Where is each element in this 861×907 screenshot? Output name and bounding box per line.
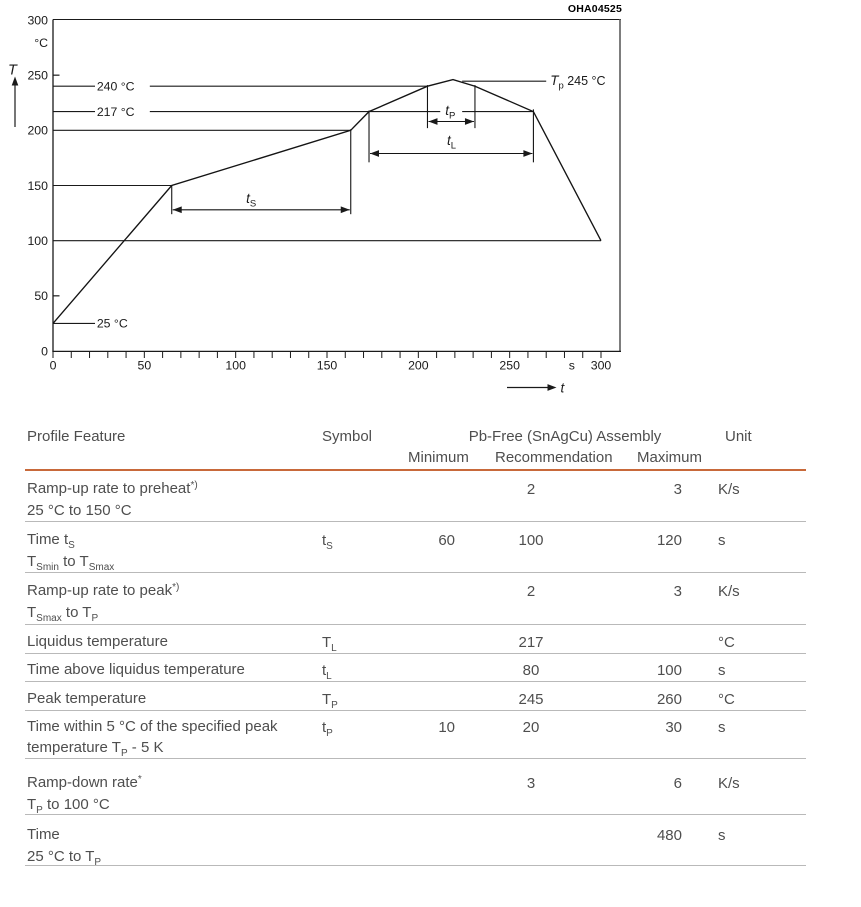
- cell-symbol: $T_L$: [322, 634, 337, 654]
- y-tick-label: 300: [27, 13, 48, 28]
- cell-unit: s: [718, 662, 726, 679]
- feature-line: Liquidus temperature: [27, 633, 168, 650]
- profile-line: [53, 80, 601, 324]
- span-arrowhead-icon: [523, 150, 532, 157]
- subscript: S: [68, 540, 75, 551]
- cell-maximum: 30: [665, 719, 682, 736]
- col-header-symbol: Symbol: [322, 428, 373, 445]
- cell-symbol: $T_P$: [322, 691, 338, 711]
- col-header-assembly: Pb-Free (SnAgCu) Assembly: [468, 428, 662, 445]
- cell-recommendation: 2: [526, 583, 536, 600]
- figure-id: OHA04525: [567, 3, 622, 15]
- span-label-tP: $t_P$: [445, 102, 456, 122]
- cell-feature: [27, 478, 198, 522]
- y-tick-label: 150: [27, 178, 48, 193]
- cell-feature: [27, 772, 142, 816]
- cell-recommendation: 245: [518, 691, 544, 708]
- feature-line: Ramp-up rate to peak*): [27, 582, 180, 599]
- table-row: [25, 711, 806, 759]
- cell-symbol: $t_S$: [322, 532, 333, 552]
- peak-label: $T_p$ 245 °C: [550, 72, 606, 92]
- y-axis-title: T: [8, 62, 17, 79]
- x-tick-label: 300: [590, 358, 612, 373]
- feature-line: Time $t_S$: [27, 531, 75, 551]
- feature-line: temperature $T_P - 5$ K: [27, 739, 164, 759]
- span-arrowhead-icon: [428, 118, 437, 125]
- y-tick-label: 0: [41, 344, 48, 359]
- cell-feature: [27, 631, 168, 652]
- table-row: [25, 471, 806, 522]
- cell-unit: s: [718, 827, 726, 844]
- col-header-recommendation: Recommendation: [495, 449, 613, 466]
- cell-recommendation: 20: [522, 719, 540, 736]
- cell-unit: K/s: [718, 481, 740, 498]
- assembly-table: [25, 471, 806, 866]
- cell-feature: [27, 716, 278, 758]
- x-axis-unit: s: [568, 358, 575, 373]
- ref-label: 240 °C: [96, 79, 135, 94]
- subscript: P: [36, 805, 43, 816]
- cell-minimum: 60: [438, 532, 455, 549]
- subscript: Smin: [36, 562, 59, 573]
- cell-recommendation: 217: [518, 634, 544, 651]
- table-row: [25, 815, 806, 866]
- x-tick-label: 200: [408, 358, 429, 373]
- col-header-minimum: Minimum: [408, 449, 469, 466]
- subscript: P: [331, 700, 338, 711]
- cell-symbol: $t_P$: [322, 719, 333, 739]
- x-tick-label: 0: [49, 358, 57, 373]
- table-row: [25, 682, 806, 711]
- subscript: L: [331, 643, 337, 654]
- x-tick-label: 250: [499, 358, 520, 373]
- cell-recommendation: 100: [518, 532, 544, 549]
- table-row: [25, 522, 806, 573]
- span-label-tL: $t_L$: [447, 132, 457, 152]
- x-axis-arrowhead-icon: [548, 384, 557, 391]
- cell-maximum: 6: [673, 775, 682, 792]
- x-tick-label: 100: [225, 358, 246, 373]
- y-tick-label: 100: [27, 233, 48, 248]
- feature-line: Time: [27, 826, 60, 843]
- cell-feature: [27, 659, 245, 680]
- cell-maximum: 260: [656, 691, 682, 708]
- table-row: [25, 654, 806, 682]
- x-axis-title: t: [560, 380, 565, 396]
- cell-recommendation: 80: [522, 662, 540, 679]
- span-arrowhead-icon: [465, 118, 474, 125]
- ref-label: 25 °C: [96, 316, 128, 331]
- subscript: L: [326, 671, 332, 682]
- subscript: P: [326, 728, 333, 739]
- feature-line: 25 °C to 150 °C: [27, 502, 132, 519]
- feature-line: Ramp-up rate to preheat*): [27, 480, 198, 497]
- feature-line: Time above liquidus temperature: [27, 661, 245, 678]
- reflow-profile-chart: [0, 0, 861, 400]
- table-row: [25, 625, 806, 654]
- subscript: S: [326, 541, 333, 552]
- span-arrowhead-icon: [341, 206, 350, 213]
- cell-recommendation: 3: [526, 775, 536, 792]
- feature-line: 25 °C to $T_P$: [27, 848, 102, 868]
- span-arrowhead-icon: [173, 206, 182, 213]
- table-row: [25, 759, 806, 815]
- table-row: [25, 573, 806, 625]
- cell-unit: °C: [718, 691, 735, 708]
- supscript: *: [137, 774, 142, 785]
- subscript: Smax: [88, 562, 115, 573]
- cell-feature: [27, 688, 146, 709]
- col-header-unit: Unit: [725, 428, 752, 445]
- subscript: P: [94, 857, 102, 868]
- cell-unit: s: [718, 532, 726, 549]
- cell-maximum: 480: [656, 827, 682, 844]
- cell-feature: [27, 529, 114, 573]
- span-arrowhead-icon: [370, 150, 379, 157]
- cell-maximum: 120: [656, 532, 682, 549]
- ref-label: 217 °C: [96, 104, 135, 119]
- cell-unit: °C: [718, 634, 735, 651]
- cell-recommendation: 2: [526, 481, 536, 498]
- feature-line: Peak temperature: [27, 690, 147, 707]
- cell-symbol: $t_L$: [322, 662, 332, 682]
- feature-line: $T_{Smin}$ to $T_{Smax}$: [27, 553, 115, 573]
- feature-line: $T_{Smax}$ to $T_P$: [27, 604, 99, 624]
- supscript: *): [172, 582, 180, 593]
- subscript: P: [91, 613, 99, 624]
- cell-feature: [27, 824, 101, 868]
- cell-maximum: 3: [673, 583, 682, 600]
- y-axis-unit: °C: [34, 36, 48, 50]
- cell-unit: s: [718, 719, 726, 736]
- col-header-maximum: Maximum: [637, 449, 703, 466]
- cell-minimum: 10: [438, 719, 455, 736]
- supscript: *): [190, 480, 198, 491]
- y-tick-label: 250: [27, 68, 48, 83]
- cell-feature: [27, 580, 179, 624]
- cell-maximum: 100: [656, 662, 682, 679]
- y-tick-label: 200: [27, 123, 48, 138]
- feature-line: Time within 5 °C of the specified peak: [27, 718, 278, 735]
- col-header-profile-feature: Profile Feature: [27, 428, 126, 445]
- cell-maximum: 3: [673, 481, 682, 498]
- cell-unit: K/s: [718, 775, 740, 792]
- subscript: P: [120, 748, 128, 759]
- y-tick-label: 50: [34, 289, 48, 304]
- feature-line: Ramp-down rate*: [27, 774, 142, 791]
- x-tick-label: 150: [316, 358, 338, 373]
- x-tick-label: 50: [137, 358, 152, 373]
- span-label-tS: $t_S$: [246, 191, 257, 210]
- cell-unit: K/s: [718, 583, 740, 600]
- subscript: Smax: [36, 613, 62, 624]
- feature-line: $T_P$ to 100 °C: [27, 796, 110, 816]
